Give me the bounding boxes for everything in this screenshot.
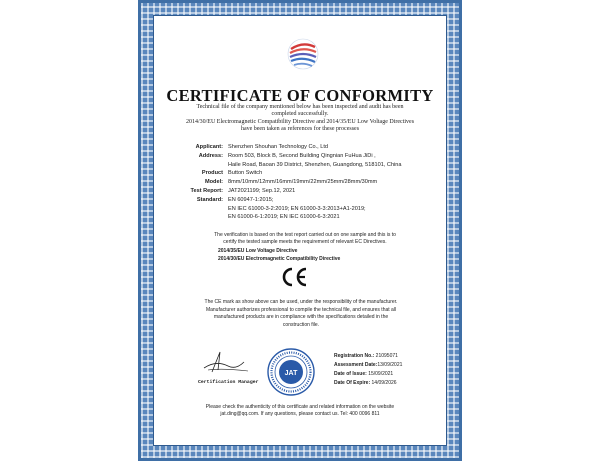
directive-emc: 2014/30/EU Electromagnetic Compatibility Directive <box>218 255 341 262</box>
certificate-fields <box>178 143 428 222</box>
model-label: Model: <box>204 179 223 186</box>
svg-text:JAT: JAT <box>284 370 298 377</box>
assessment-date-label: Assessment Date: <box>334 362 378 368</box>
assessment-date-value: 13/09/2021 <box>377 362 403 368</box>
product-value: Button Switch <box>228 170 263 177</box>
ce-usage-text: The CE mark as show above can be used, under the responsibility of the manufacturer. Manufacturer authorizes professional to compile the technical file, and ensures that all manufactured products are in compliance with the specifications detailed in the construction file. <box>204 299 398 328</box>
applicant-label: Applicant: <box>195 144 223 150</box>
intro-text: Technical file of the company mentioned below has been inspected and audit has been completed successfully. 2014/30/EU Electromagnetic Compatibility Directive and 2014/35/EU Low Voltage Directives have been taken as references for these processes <box>185 104 415 133</box>
applicant-value: Shenzhen Shouhan Technology Co., Ltd <box>228 144 329 150</box>
issue-date-value: 15/09/2021 <box>368 371 394 377</box>
test-report-label: Test Report: <box>190 187 223 194</box>
address-label: Address: <box>198 152 223 159</box>
registration-no-value: 21095071 <box>375 353 398 359</box>
globe-logo-icon <box>286 37 320 71</box>
standard-row <box>178 196 428 222</box>
issue-date-label: Date of Issue: <box>334 371 367 377</box>
certificate-title: CERTIFICATE OF CONFORMITY <box>166 86 434 105</box>
registration-no-label: Registration No.: <box>334 353 375 359</box>
address-value: Room 503, Block B, Second Building Qingnian FuHua JiDi , Haile Road, Baoan 39 District, Shenzhen, Guangdong, 518101, China <box>228 152 402 168</box>
directive-low-voltage: 2014/35/EU Low Voltage Directive <box>218 248 298 254</box>
standard-label: Standard: <box>196 196 223 203</box>
signature-icon <box>198 350 252 376</box>
test-report-value: JAT2021199; Sep.12, 2021 <box>228 187 296 194</box>
expire-date-label: Date Of Expire: <box>334 380 371 386</box>
address-row <box>178 152 428 170</box>
product-label: Product <box>201 170 223 177</box>
expire-date-value: 14/09/2026 <box>371 380 397 386</box>
model-row <box>178 178 428 187</box>
product-row <box>178 169 428 178</box>
standard-value: EN 60947-1:2015; EN IEC 61000-3-2:2019; EN 61000-3-3:2013+A1-2019; EN 61000-6-1:2019; EN IEC 61000-6-3:2021 <box>228 196 366 221</box>
model-value: 8mm/10mm/12mm/16mm/19mm/22mm/25mm/28mm/30mm <box>228 179 378 186</box>
certification-manager-label: Certification Manager <box>198 380 259 385</box>
certificate <box>138 0 462 461</box>
test-report-row <box>178 187 428 196</box>
ce-mark-icon <box>279 266 309 288</box>
footer-text: Please check the authenticity of this certificate and related information on the website jat.ding@qq.com. If any questions, please contact us. Tel: 400 0096 811 <box>205 404 395 418</box>
registration-info <box>334 352 402 388</box>
verification-text: The verification is based on the test report carried out on one sample and this is to certify the tested sample meets the requirement of relevant EC Directives. <box>214 232 396 245</box>
applicant-row <box>178 143 428 152</box>
jat-seal-icon <box>266 347 316 397</box>
directives-list <box>218 248 340 263</box>
